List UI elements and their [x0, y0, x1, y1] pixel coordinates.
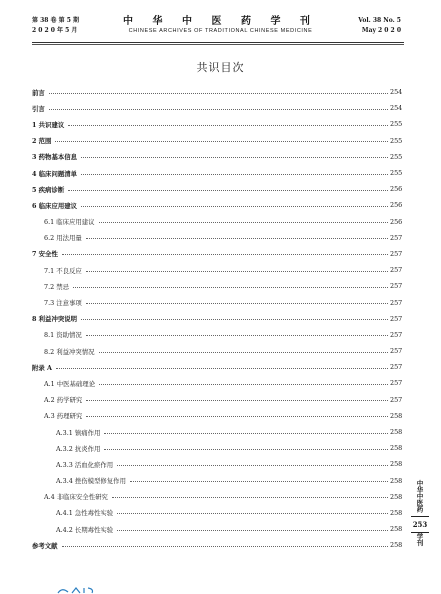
toc-entry-page: 257 — [390, 282, 403, 291]
toc-entry[interactable] — [32, 311, 402, 327]
toc-leader-dots — [130, 481, 388, 482]
toc-entry-label: 8.2 利益冲突情况 — [44, 347, 95, 356]
toc-entry[interactable] — [32, 359, 402, 375]
toc-entry-label: 6 临床应用建议 — [32, 201, 78, 210]
toc-entry[interactable] — [32, 294, 402, 310]
toc-leader-dots — [86, 400, 388, 401]
toc-entry-label: A.3.1 镇痛作用 — [56, 428, 101, 437]
volume-number-en: Vol. 38 No. 5 — [358, 17, 401, 24]
toc-leader-dots — [62, 254, 388, 255]
toc-entry-label: A.2 药学研究 — [44, 396, 83, 405]
toc-entry[interactable] — [32, 165, 402, 181]
toc-leader-dots — [99, 352, 388, 353]
toc-leader-dots — [68, 190, 388, 191]
toc-entry[interactable] — [32, 343, 402, 359]
toc-entry-page: 254 — [390, 104, 403, 113]
toc-entry[interactable] — [32, 424, 402, 440]
toc-entry[interactable] — [32, 521, 402, 537]
header-right — [358, 16, 401, 36]
toc-entry[interactable] — [32, 214, 402, 230]
issue-date-en: May 2 0 2 0 — [361, 27, 401, 34]
toc-entry-page: 255 — [390, 136, 403, 145]
toc-entry-label: 7.2 禁忌 — [44, 282, 69, 291]
header-rule-thin — [32, 44, 404, 45]
toc-entry-page: 258 — [390, 428, 403, 437]
toc-entry-label: 3 药物基本信息 — [32, 153, 78, 162]
toc-entry-page: 255 — [390, 120, 403, 129]
toc-leader-dots — [86, 271, 388, 272]
toc-entry-label: 4 临床问题清单 — [32, 169, 78, 178]
toc-entry[interactable] — [32, 181, 402, 197]
toc-entry[interactable] — [32, 197, 402, 213]
toc-leader-dots — [112, 497, 388, 498]
toc-entry-label: A.3.4 挫伤模型修复作用 — [56, 477, 126, 486]
toc-entry-page: 257 — [390, 379, 403, 388]
header-rule — [32, 42, 404, 43]
toc-entry[interactable] — [32, 392, 402, 408]
toc-entry[interactable] — [32, 408, 402, 424]
toc-leader-dots — [81, 206, 388, 207]
toc-entry-page: 257 — [390, 249, 403, 258]
toc-entry[interactable] — [32, 246, 402, 262]
toc-leader-dots — [104, 433, 388, 434]
toc-entry-page: 254 — [390, 88, 403, 97]
toc-entry-page: 256 — [390, 201, 403, 210]
toc-entry[interactable] — [32, 230, 402, 246]
toc-entry-label: A.3 药理研究 — [44, 412, 83, 421]
toc-entry-page: 257 — [390, 233, 403, 242]
toc-entry[interactable] — [32, 327, 402, 343]
toc-entry-label: 8 利益冲突说明 — [32, 315, 78, 324]
toc-entry[interactable] — [32, 375, 402, 391]
toc-leader-dots — [86, 238, 388, 239]
toc-entry-page: 257 — [390, 347, 403, 356]
toc-leader-dots — [81, 157, 388, 158]
toc-entry-page: 257 — [390, 363, 403, 372]
side-rule — [411, 516, 429, 517]
journal-title-en: CHINESE ARCHIVES OF TRADITIONAL CHINESE MEDICINE — [128, 28, 313, 34]
toc-entry[interactable] — [32, 440, 402, 456]
toc-entry-page: 258 — [390, 444, 403, 453]
toc-entry-page: 255 — [390, 152, 403, 161]
toc-leader-dots — [86, 335, 388, 336]
toc-entry-page: 258 — [390, 492, 403, 501]
toc-entry-label: 引言 — [32, 104, 45, 113]
toc-entry-page: 257 — [390, 298, 403, 307]
side-tab — [409, 480, 431, 546]
toc-entry-label: 6.1 临床应用建议 — [44, 218, 95, 227]
toc-entry-label: 7.1 不良反应 — [44, 266, 82, 275]
toc-leader-dots — [86, 416, 388, 417]
toc-entry-page: 258 — [390, 541, 403, 550]
side-subtitle: 学刊 — [415, 532, 424, 546]
toc-entry[interactable] — [32, 537, 402, 553]
toc-entry-label: A.4.1 急性毒性实验 — [56, 509, 114, 518]
toc-entry-page: 258 — [390, 460, 403, 469]
toc-leader-dots — [117, 465, 388, 466]
toc-entry-label: 参考文献 — [32, 541, 58, 550]
toc-entry[interactable] — [32, 100, 402, 116]
toc-leader-dots — [73, 287, 388, 288]
toc-leader-dots — [117, 513, 388, 514]
toc-entry-label: 8.1 资助情况 — [44, 331, 82, 340]
table-of-contents — [32, 84, 402, 553]
issue-date-cn: 2 0 2 0 年 5 月 — [32, 27, 78, 34]
toc-entry[interactable] — [32, 505, 402, 521]
toc-entry[interactable] — [32, 456, 402, 472]
toc-entry-label: 6.2 用法用量 — [44, 234, 82, 243]
toc-entry[interactable] — [32, 149, 402, 165]
toc-entry-page: 257 — [390, 330, 403, 339]
toc-leader-dots — [56, 368, 388, 369]
toc-leader-dots — [68, 125, 388, 126]
toc-entry-label: A.4.2 长期毒性实验 — [56, 525, 114, 534]
toc-entry[interactable] — [32, 278, 402, 294]
toc-leader-dots — [49, 109, 388, 110]
toc-entry[interactable] — [32, 489, 402, 505]
toc-leader-dots — [99, 384, 388, 385]
toc-entry-label: 1 共识建议 — [32, 120, 65, 129]
cropped-logo-mark — [56, 586, 100, 594]
toc-entry-label: 前言 — [32, 88, 45, 97]
toc-entry-label: A.3.2 抗炎作用 — [56, 444, 101, 453]
toc-entry-page: 257 — [390, 314, 403, 323]
toc-entry-page: 257 — [390, 266, 403, 275]
toc-leader-dots — [99, 222, 388, 223]
toc-entry-page: 258 — [390, 476, 403, 485]
toc-entry-page: 258 — [390, 411, 403, 420]
toc-entry-label: 附录 A — [32, 363, 52, 372]
toc-entry-page: 256 — [390, 217, 403, 226]
toc-entry[interactable] — [32, 84, 402, 100]
toc-entry-page: 258 — [390, 525, 403, 534]
toc-entry-page: 258 — [390, 508, 403, 517]
toc-entry-label: 2 范围 — [32, 137, 52, 146]
toc-leader-dots — [104, 449, 388, 450]
toc-leader-dots — [49, 93, 388, 94]
toc-entry-label: 7.3 注意事项 — [44, 299, 82, 308]
toc-entry[interactable] — [32, 473, 402, 489]
page-number: 253 — [412, 519, 428, 529]
page-header — [0, 0, 441, 50]
toc-leader-dots — [117, 530, 388, 531]
volume-issue: 第 38 卷 第 5 期 — [32, 17, 79, 24]
toc-entry-page: 256 — [390, 185, 403, 194]
toc-leader-dots — [86, 303, 388, 304]
side-journal-title: 中华中医药 — [415, 480, 424, 513]
toc-entry[interactable] — [32, 133, 402, 149]
toc-entry[interactable] — [32, 116, 402, 132]
toc-leader-dots — [81, 174, 388, 175]
journal-title-cn: 中 华 中 医 药 学 刊 — [123, 16, 318, 27]
toc-leader-dots — [55, 141, 388, 142]
toc-entry-label: 5 疾病诊断 — [32, 185, 65, 194]
toc-entry-page: 255 — [390, 169, 403, 178]
toc-entry-label: A.4 非临床安全性研究 — [44, 493, 108, 502]
page-title: 共识目次 — [196, 61, 245, 74]
toc-leader-dots — [81, 319, 388, 320]
toc-entry-label: A.1 中医基础理论 — [44, 379, 96, 388]
toc-entry-label: A.3.3 活血化瘀作用 — [56, 460, 114, 469]
toc-entry[interactable] — [32, 262, 402, 278]
toc-entry-page: 257 — [390, 395, 403, 404]
toc-entry-label: 7 安全性 — [32, 250, 58, 259]
toc-leader-dots — [62, 546, 388, 547]
